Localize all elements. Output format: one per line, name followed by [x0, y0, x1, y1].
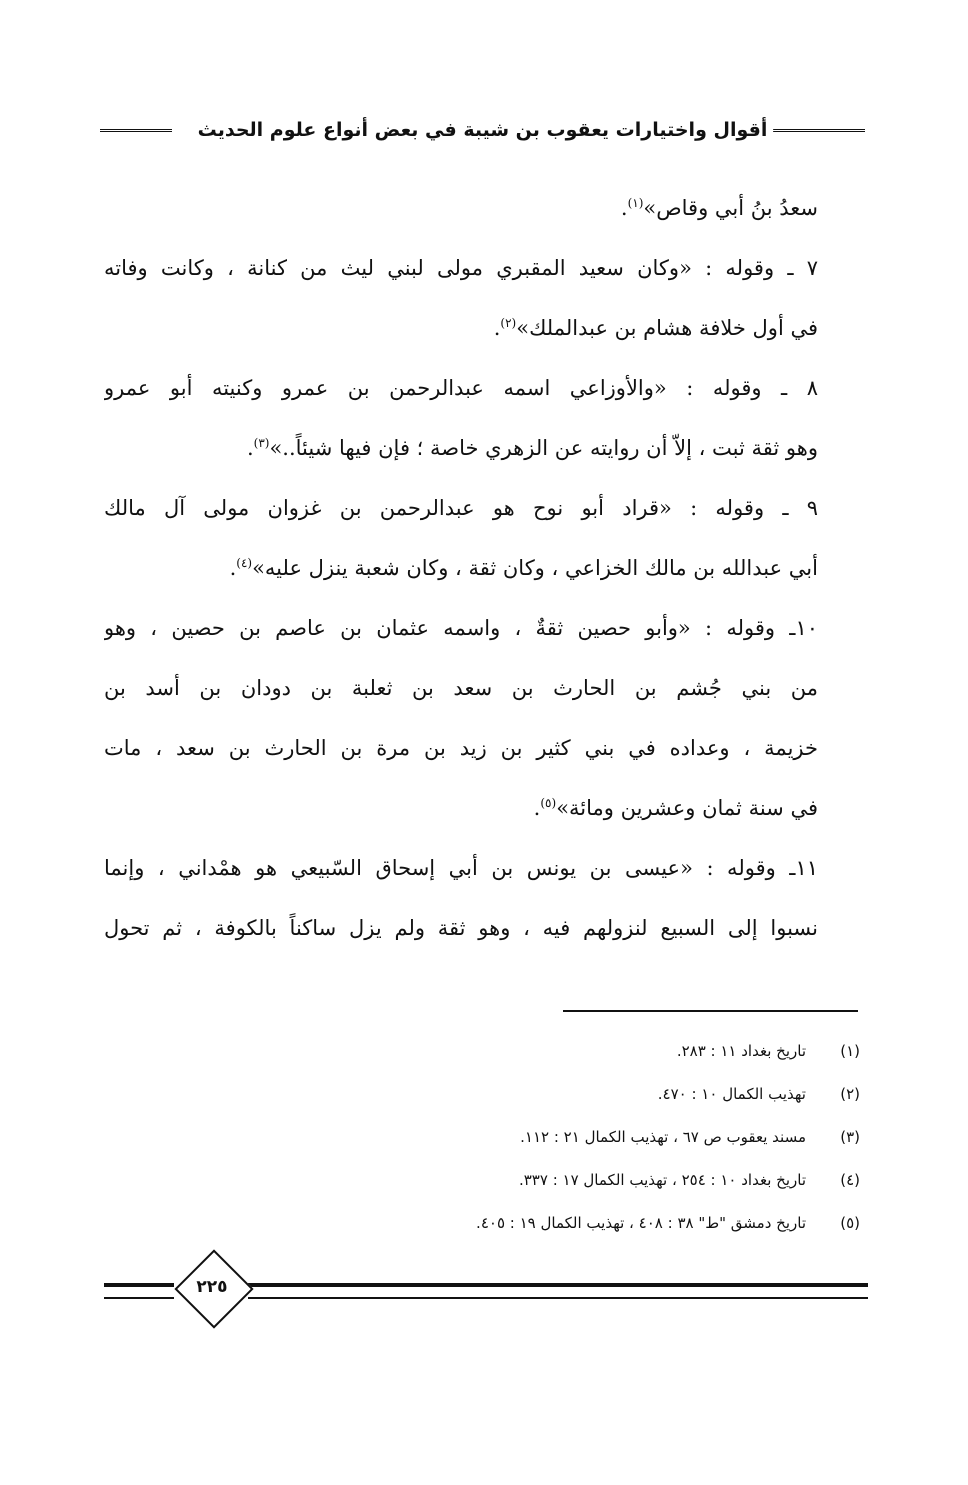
footnote-ref[interactable]: (٤) — [236, 556, 253, 570]
text-line — [104, 598, 818, 658]
text-line — [104, 298, 818, 358]
text-line — [104, 178, 818, 238]
text-line — [104, 238, 818, 298]
text-line-content: ٨ ـ وقوله : «والأوزاعي اسمه عبدالرحمن بن عمرو وكنيته أبو عمرو — [104, 376, 818, 400]
footnote-text: تاريخ بغداد ١١ : ٢٨٣. — [676, 1042, 806, 1060]
text-line — [104, 658, 818, 718]
text-line — [104, 478, 818, 538]
footnote-ref[interactable]: (٥) — [540, 796, 557, 810]
text-line-content: سعدُ بنُ أبي وقاص» — [643, 196, 818, 220]
footnote-number: (٤) — [840, 1171, 860, 1189]
text-line — [104, 718, 818, 778]
text-line — [104, 418, 818, 478]
footnote — [300, 1159, 860, 1202]
text-line — [104, 838, 818, 898]
page-number: ٢٢٥ — [196, 1277, 228, 1297]
header-rule-left — [100, 129, 172, 132]
text-line-content: خزيمة ، وعداده في بني كثير بن زيد بن مرة بن الحارث بن سعد ، مات — [104, 736, 818, 760]
text-line-content: ١٠ـ وقوله : «وأبو حصين ثقةٌ ، واسمه عثمان بن عاصم بن حصين ، وهو — [104, 616, 818, 640]
footnote-ref[interactable]: (٣) — [253, 436, 270, 450]
line-end-punctuation: . — [533, 796, 541, 820]
footnote-number: (١) — [840, 1042, 860, 1060]
text-line-content: في أول خلافة هشام بن عبدالملك» — [516, 316, 818, 340]
header-title: أقوال واختيارات يعقوب بن شيبة في بعض أنواع علوم الحديث — [192, 115, 774, 145]
page-footer — [104, 1253, 868, 1333]
text-line-content: نسبوا إلى السبيع لنزولهم فيه ، وهو ثقة ولم يزل ساكناً بالكوفة ، ثم تحول — [104, 916, 818, 940]
text-line — [104, 898, 818, 958]
footnotes — [300, 1030, 860, 1245]
footnote-separator — [563, 1010, 858, 1012]
footer-rule-left — [104, 1283, 174, 1299]
text-line-content: ١١ـ وقوله : «عيسى بن يونس بن أبي إسحاق السّبيعي هو همْداني ، وإنما — [104, 856, 818, 880]
text-line — [104, 778, 818, 838]
text-line — [104, 358, 818, 418]
line-end-punctuation: . — [246, 436, 254, 460]
text-line-content: وهو ثقة ثبت ، إلاّ أن روايته عن الزهري خاصة ؛ فإن فيها شيئاً..» — [269, 436, 818, 460]
text-line-content: ٧ ـ وقوله : «وكان سعيد المقبري مولى لبني ليث من كنانة ، وكانت وفاته — [104, 256, 818, 280]
line-end-punctuation: . — [620, 196, 628, 220]
footnote — [300, 1073, 860, 1116]
text-line — [104, 538, 818, 598]
footnote-text: تهذيب الكمال ١٠ : ٤٧٠. — [657, 1085, 806, 1103]
footnote-text: تاريخ بغداد ١٠ : ٢٥٤ ، تهذيب الكمال ١٧ : ٣٣٧. — [518, 1171, 806, 1189]
footnote-ref[interactable]: (١) — [627, 196, 644, 210]
text-line-content: في سنة ثمان وعشرين ومائة» — [556, 796, 818, 820]
footer-rule-right — [248, 1283, 868, 1299]
text-line-content: أبي عبدالله بن مالك الخزاعي ، وكان ثقة ، وكان شعبة ينزل عليه» — [252, 556, 818, 580]
footnote — [300, 1116, 860, 1159]
text-line-content: من بني جُشم بن الحارث بن سعد بن ثعلبة بن دودان بن أسد بن — [104, 676, 818, 700]
footnote-number: (٥) — [840, 1214, 860, 1232]
footnote-ref[interactable]: (٢) — [500, 316, 517, 330]
footnote-number: (٢) — [840, 1085, 860, 1103]
footnote — [300, 1202, 860, 1245]
running-header — [100, 115, 865, 149]
line-end-punctuation: . — [229, 556, 237, 580]
footnote — [300, 1030, 860, 1073]
footnote-number: (٣) — [840, 1128, 860, 1146]
text-line-content: ٩ ـ وقوله : «قراد أبو نوح هو عبدالرحمن بن غزوان مولى آل مالك — [104, 496, 818, 520]
footnote-text: مسند يعقوب ص ٦٧ ، تهذيب الكمال ٢١ : ١١٢. — [520, 1128, 806, 1146]
line-end-punctuation: . — [493, 316, 501, 340]
main-text — [104, 178, 818, 958]
footnote-text: تاريخ دمشق "ط" ٣٨ : ٤٠٨ ، تهذيب الكمال ١٩ : ٤٠٥. — [476, 1214, 806, 1232]
